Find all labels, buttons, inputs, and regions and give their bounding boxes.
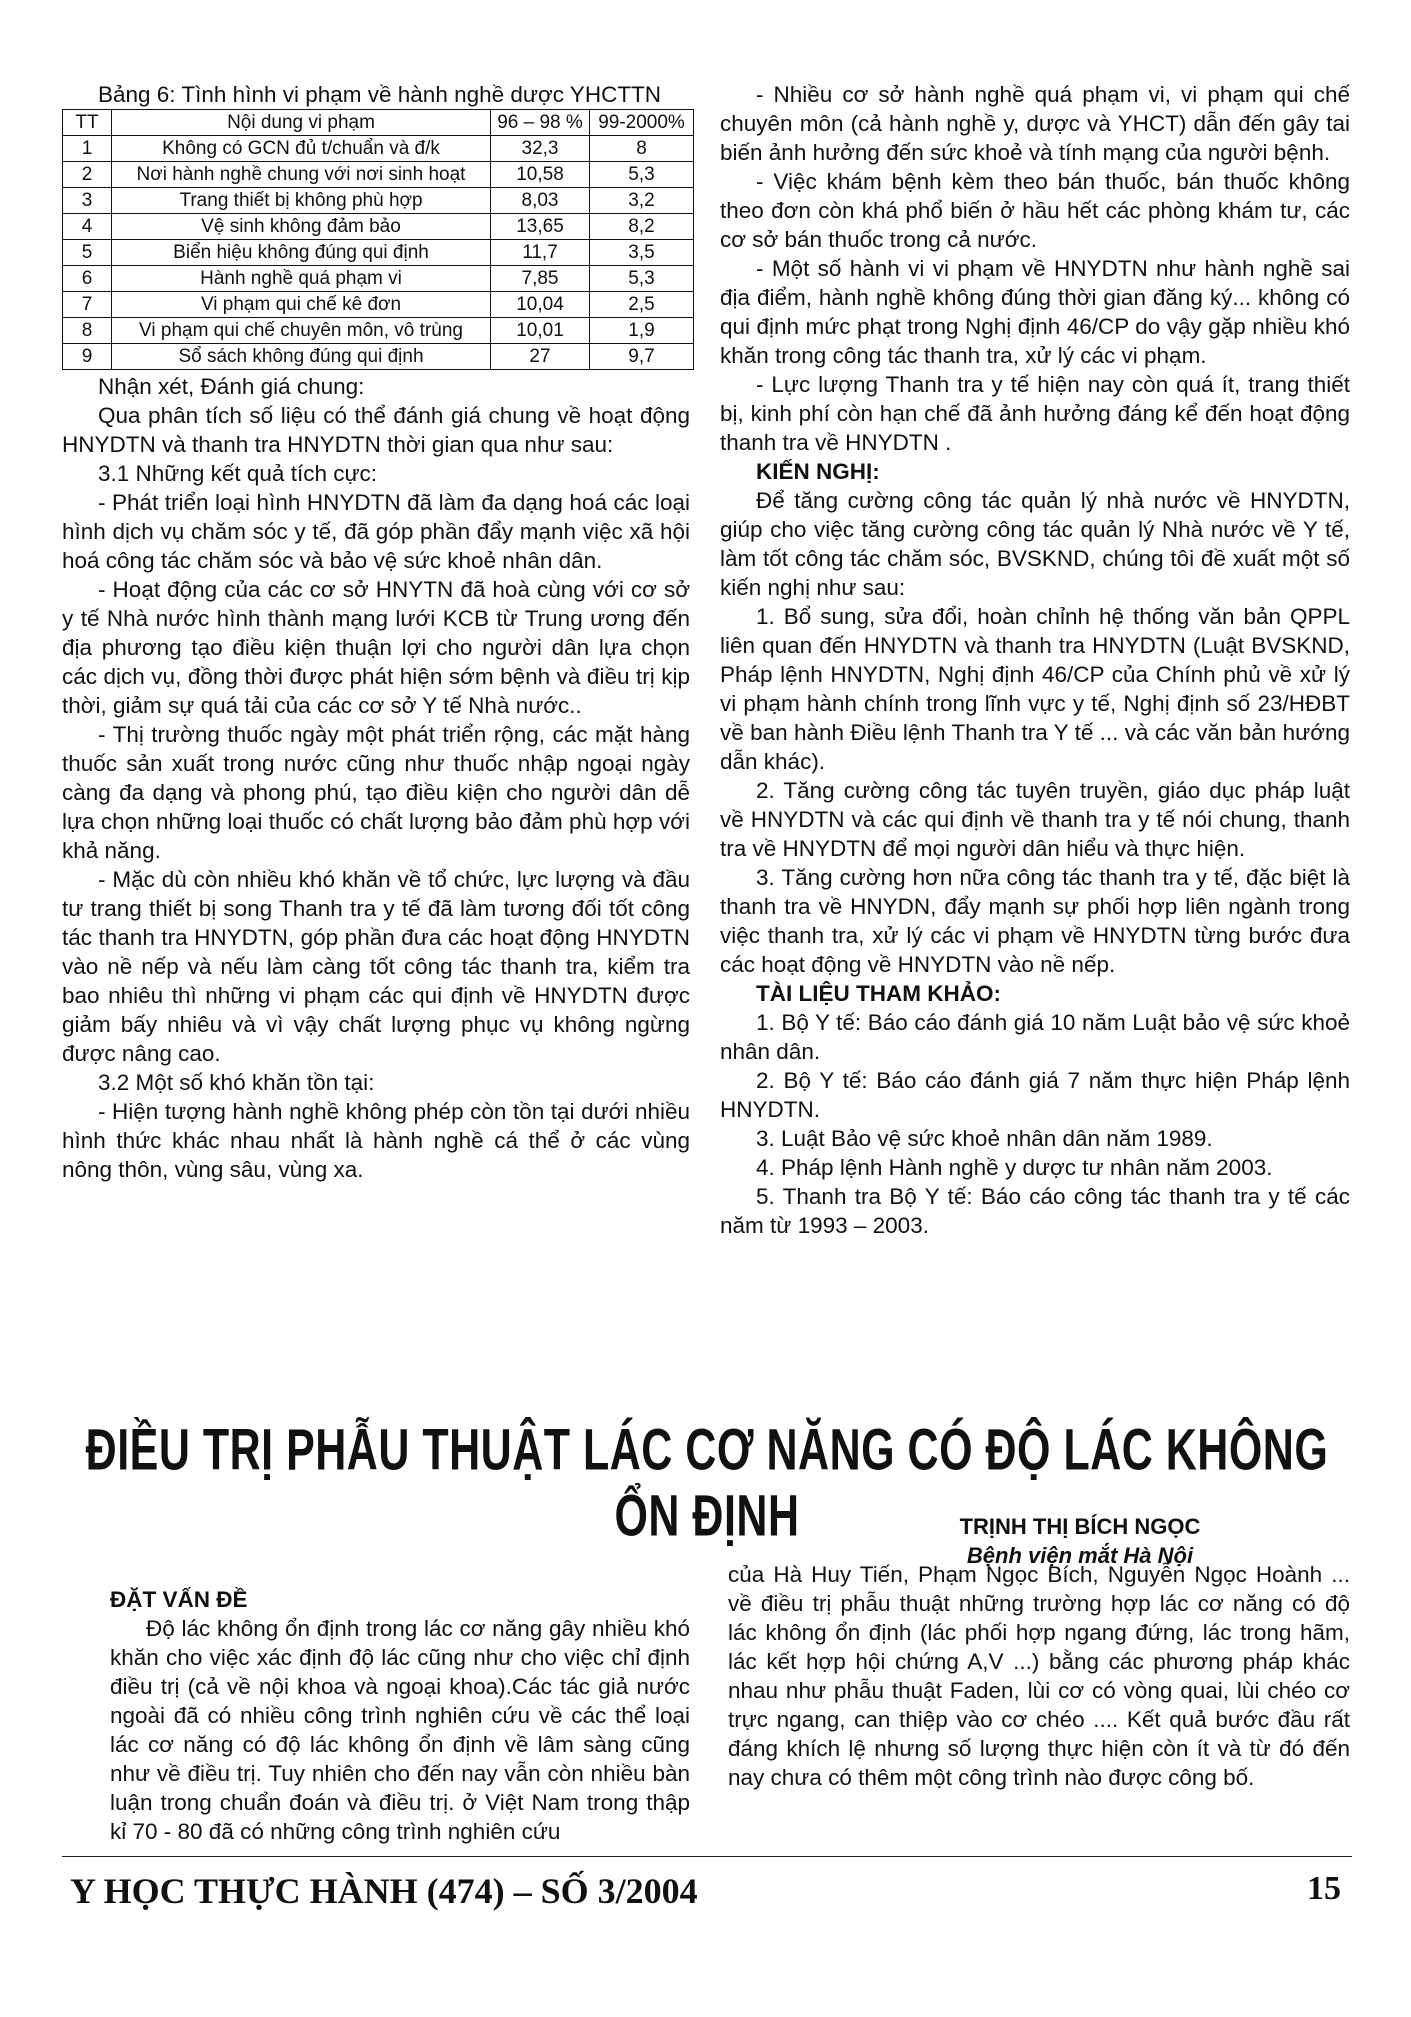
table-cell: 1 [63,136,112,162]
paragraph: Để tăng cường công tác quản lý nhà nước về HNYDTN, giúp cho việc tăng cường công tác quản lý Nhà nước về Y tế, làm tốt công tác chăm sóc, BVSKND, chúng tôi đề xuất một số kiến nghị như sau: [720,488,1350,600]
reference-item: 1. Bộ Y tế: Báo cáo đánh giá 10 năm Luật bảo vệ sức khoẻ nhân dân. [720,1010,1350,1064]
table-cell: 7 [63,292,112,318]
paragraph: - Mặc dù còn nhiều khó khăn về tổ chức, lực lượng và đầu tư trang thiết bị song Thanh tra y tế đã làm tương đối tốt công tác thanh tra HNYDTN, góp phần đưa các hoạt động HNYDTN vào nề nếp và nếu làm càng tốt công tác thanh tra, kiểm tra bao nhiêu thì những vi phạm các qui định về HNYDTN được giảm bấy nhiêu và vì vậy chất lượng phục vụ không ngừng được nâng cao. [62,867,690,1066]
table-cell: 3,5 [590,240,694,266]
table-cell: Nơi hành nghề chung với nơi sinh hoạt [112,162,491,188]
table-cell: 9,7 [590,344,694,370]
reference-item: 3. Luật Bảo vệ sức khoẻ nhân dân năm 1989. [756,1126,1213,1151]
table-cell: 13,65 [491,214,590,240]
table-body [63,136,694,370]
table-row [63,162,694,188]
table-cell: 10,01 [491,318,590,344]
table-row [63,136,694,162]
table-header-cell: Nội dung vi phạm [112,110,491,136]
table-cell: Không có GCN đủ t/chuẩn và đ/k [112,136,491,162]
table-cell: Vi phạm qui chế kê đơn [112,292,491,318]
article-title: ĐIỀU TRỊ PHẪU THUẬT LÁC CƠ NĂNG CÓ ĐỘ LÁC KHÔNG ỔN ĐỊNH [85,1418,1329,1549]
table-cell: 8 [590,136,694,162]
table-cell: 3,2 [590,188,694,214]
page-number: 15 [1307,1870,1341,1907]
table-row [63,214,694,240]
section-heading: 3.1 Những kết quả tích cực: [98,461,378,486]
table-cell: 11,7 [491,240,590,266]
table-cell: 5,3 [590,266,694,292]
table-cell: 8,2 [590,214,694,240]
paragraph: Qua phân tích số liệu có thể đánh giá chung về hoạt động HNYDTN và thanh tra HNYDTN thời gian qua như sau: [62,403,690,457]
table-row [63,292,694,318]
table-header-row [63,110,694,136]
reference-item: 2. Bộ Y tế: Báo cáo đánh giá 7 năm thực hiện Pháp lệnh HNYDTN. [720,1068,1350,1122]
paragraph: - Việc khám bệnh kèm theo bán thuốc, bán thuốc không theo đơn còn khá phổ biến ở hầu hết các phòng khám tư, các cơ sở bán thuốc trong cả nước. [720,169,1350,252]
table-header-cell: 96 – 98 % [491,110,590,136]
table-cell: 7,85 [491,266,590,292]
table-cell: 10,58 [491,162,590,188]
paragraph: - Hiện tượng hành nghề không phép còn tồn tại dưới nhiều hình thức khác nhau nhất là hành nghề cá thể ở các vùng nông thôn, vùng sâu, vùng xa. [62,1099,690,1182]
table-row [63,266,694,292]
table-cell: Hành nghề quá phạm vi [112,266,491,292]
table-cell: 27 [491,344,590,370]
left-column [62,80,690,1184]
paragraph: 3. Tăng cường hơn nữa công tác thanh tra y tế, đặc biệt là thanh tra về HNYDN, đẩy mạnh sự phối hợp liên ngành trong việc thanh tra, xử lý các vi phạm về HNYDTN từng bước đưa các hoạt động về HNYDTN vào nề nếp. [720,865,1350,977]
paragraph: của Hà Huy Tiến, Phạm Ngọc Bích, Nguyễn Ngọc Hoành ... về điều trị phẫu thuật những trường hợp lác cơ năng có độ lác không ổn định (lác phối hợp ngang đứng, lác trong hãm, lác kết hợp hội chứng A,V ...) bằng các phương pháp khác nhau như phẫu thuật Faden, lùi cơ có vòng quai, lùi chéo cơ trực ngang, can thiệp vào cơ chéo .... Kết quả bước đầu rất đáng khích lệ nhưng số lượng thực hiện còn ít và từ đó đến nay chưa có thêm một công trình nào được công bố. [728,1562,1350,1790]
paragraph: - Một số hành vi vi phạm về HNYDTN như hành nghề sai địa điểm, hành nghề không đúng thời gian đăng ký... không có qui định mức phạt trong Nghị định 46/CP do vậy gặp nhiều khó khăn trong công tác thanh tra, xử lý các vi phạm. [720,256,1350,368]
article-right-column [728,1560,1350,1792]
table-cell: 1,9 [590,318,694,344]
paragraph: - Phát triển loại hình HNYDTN đã làm đa dạng hoá các loại hình dịch vụ chăm sóc y tế, đã góp phần đẩy mạnh việc xã hội hoá công tác chăm sóc và bảo vệ sức khoẻ nhân dân. [62,490,690,573]
paragraph: 2. Tăng cường công tác tuyên truyền, giáo dục pháp luật về HNYDTN và các qui định về thanh tra y tế nói chung, thanh tra về HNYDTN để mọi người dân hiểu và thực hiện. [720,778,1350,861]
right-column [720,80,1350,1240]
table-cell: 4 [63,214,112,240]
comment-heading: Nhận xét, Đánh giá chung: [98,374,365,399]
table-cell: Biển hiệu không đúng qui định [112,240,491,266]
table-cell: 8 [63,318,112,344]
section-heading: ĐẶT VẤN ĐỀ [110,1587,248,1612]
paragraph: - Lực lượng Thanh tra y tế hiện nay còn quá ít, trang thiết bị, kinh phí còn hạn chế đã ảnh hưởng đáng kể đến hoạt động thanh tra về HNYDTN . [720,372,1350,455]
table-cell: 6 [63,266,112,292]
section-heading: 3.2 Một số khó khăn tồn tại: [98,1070,375,1095]
table-cell: Trang thiết bị không phù hợp [112,188,491,214]
article-left-column [110,1585,690,1846]
paragraph: 1. Bổ sung, sửa đổi, hoàn chỉnh hệ thống văn bản QPPL liên quan đến HNYDTN và thanh tra HNYDTN (Luật BVSKND, Pháp lệnh HNYDTN, Nghị định 46/CP của Chính phủ về xử lý vi phạm hành chính trong lĩnh vực y tế, Nghị định số 23/HĐBT về ban hành Điều lệnh Thanh tra Y tế ... và các văn bản hướng dẫn khác). [720,604,1350,774]
reference-item: 4. Pháp lệnh Hành nghề y dược tư nhân năm 2003. [756,1155,1273,1180]
footer-divider [62,1856,1352,1857]
author-affiliation: Bệnh viện mắt Hà Nội [966,1543,1194,1568]
table-row [63,240,694,266]
table-cell: Vi phạm qui chế chuyên môn, vô trùng [112,318,491,344]
table-cell: 10,04 [491,292,590,318]
reference-item: 5. Thanh tra Bộ Y tế: Báo cáo công tác thanh tra y tế các năm từ 1993 – 2003. [720,1184,1350,1238]
table-cell: 3 [63,188,112,214]
journal-footer: Y HỌC THỰC HÀNH (474) – SỐ 3/2004 [70,1871,698,1911]
table-cell: 5,3 [590,162,694,188]
table-row [63,188,694,214]
table-caption: Bảng 6: Tình hình vi phạm về hành nghề dược YHCTTN [98,82,662,107]
table-cell: Vệ sinh không đảm bảo [112,214,491,240]
table-cell: 2 [63,162,112,188]
table-row [63,318,694,344]
violation-table [62,109,694,370]
table-header-cell: TT [63,110,112,136]
paragraph: - Hoạt động của các cơ sở HNYTN đã hoà cùng với cơ sở y tế Nhà nước hình thành mạng lưới KCB từ Trung ương đến địa phương tạo điều kiện thuận lợi cho người dân lựa chọn các dịch vụ, đồng thời được phát hiện sớm bệnh và điều trị kịp thời, giảm sự quá tải của các cơ sở Y tế Nhà nước.. [62,577,690,718]
table-cell: 8,03 [491,188,590,214]
table-cell: 9 [63,344,112,370]
table-cell: 5 [63,240,112,266]
paragraph: - Thị trường thuốc ngày một phát triển rộng, các mặt hàng thuốc sản xuất trong nước cũng như thuốc nhập ngoại ngày càng đa dạng và phong phú, tạo điều kiện cho người dân dễ lựa chọn những loại thuốc có chất lượng bảo đảm phù hợp với khả năng. [62,722,690,863]
table-cell: 2,5 [590,292,694,318]
paragraph: - Nhiều cơ sở hành nghề quá phạm vi, vi phạm qui chế chuyên môn (cả hành nghề y, dược và YHCT) dẫn đến gây tai biến ảnh hưởng đến sức khoẻ và tính mạng của người bệnh. [720,82,1350,165]
recommendations-heading: KIẾN NGHỊ: [756,459,880,484]
table-row [63,344,694,370]
table-cell: 32,3 [491,136,590,162]
paragraph: Độ lác không ổn định trong lác cơ năng gây nhiều khó khăn cho việc xác định độ lác cũng như cho việc chỉ định điều trị (cả về nội khoa và ngoại khoa).Các tác giả nước ngoài đã có nhiều công trình nghiên cứu về các thể loại lác cơ năng có độ lác không ổn định về lâm sàng cũng như về điều trị. Tuy nhiên cho đến nay vẫn còn nhiều bàn luận trong chuẩn đoán và điều trị. ở Việt Nam trong thập kỉ 70 - 80 đã có những công trình nghiên cứu [110,1616,690,1844]
table-cell: Sổ sách không đúng qui định [112,344,491,370]
table-header-cell: 99-2000% [590,110,694,136]
author-name: TRỊNH THỊ BÍCH NGỌC [959,1514,1201,1539]
references-heading: TÀI LIỆU THAM KHẢO: [756,981,1001,1006]
